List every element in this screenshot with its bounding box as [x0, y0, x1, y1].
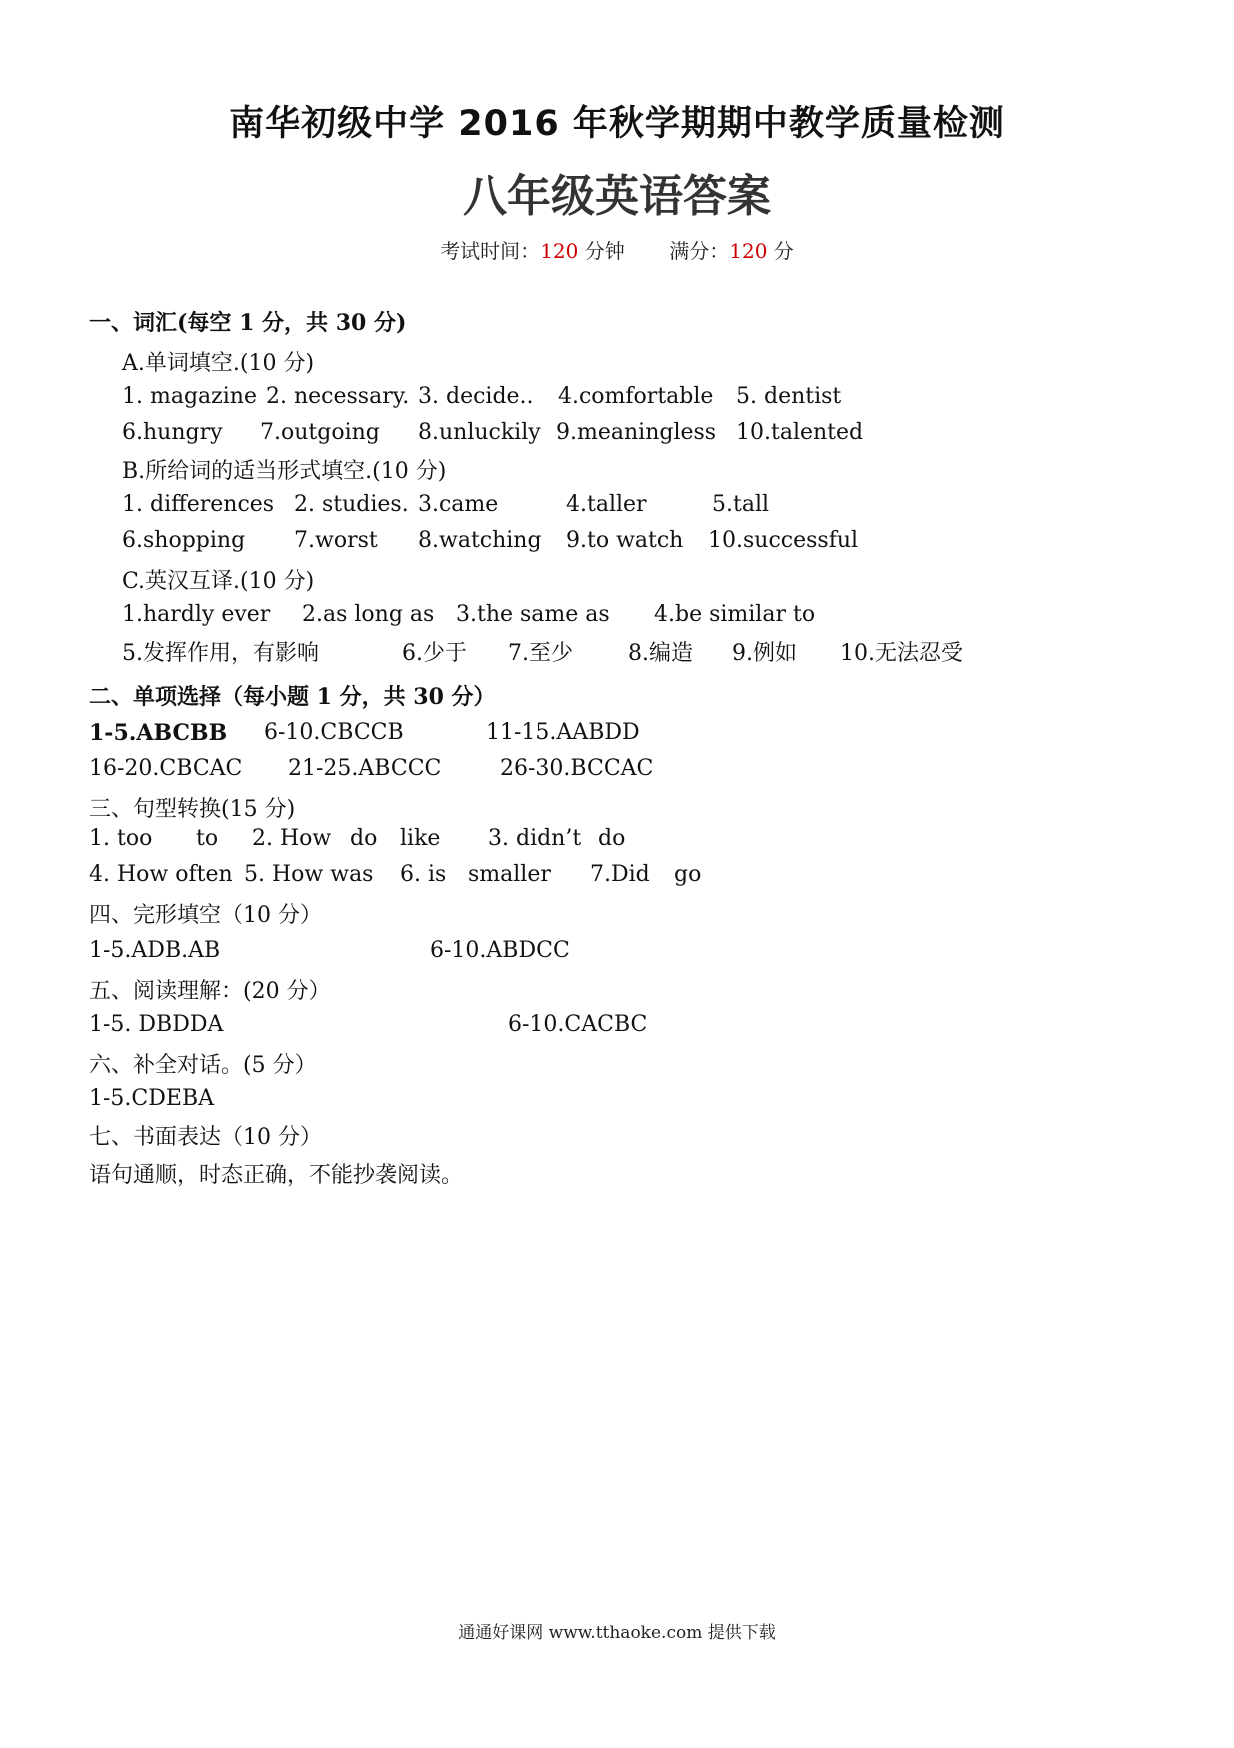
section-6-heading: 六、补全对话。(5 分）	[89, 1053, 317, 1078]
answer-cell: like	[400, 826, 441, 851]
answer-cell: 4.be similar to	[654, 602, 816, 627]
section-5-heading: 五、阅读理解：(20 分）	[89, 979, 331, 1004]
answer-cell: 5. How was	[244, 862, 374, 887]
answer-cell: 1. magazine	[122, 384, 257, 409]
answer-cell: 4. How often	[89, 862, 233, 887]
answer-cell: 1-5. DBDDA	[89, 1012, 224, 1037]
score-label: 满分：	[669, 239, 730, 263]
time-unit: 分钟	[578, 239, 625, 263]
answer-cell: do	[598, 826, 626, 851]
answer-cell: 8.unluckily	[418, 420, 541, 445]
answer-cell: to	[196, 826, 219, 851]
answer-cell: 4.taller	[566, 492, 647, 517]
answer-cell: 2. How	[252, 826, 332, 851]
score-value: 120	[729, 239, 768, 263]
answer-cell: 5. dentist	[736, 384, 842, 409]
answer-cell: 7.worst	[294, 528, 378, 553]
answer-cell: 5.tall	[712, 492, 770, 517]
answer-cell: 3. decide..	[418, 384, 534, 409]
section-1a-label: A.单词填空.(10 分)	[122, 351, 315, 376]
section-3-heading: 三、句型转换(15 分)	[89, 797, 296, 822]
answer-cell: 1-5.CDEBA	[89, 1086, 215, 1111]
answer-cell: 6-10.CACBC	[508, 1012, 648, 1037]
section-1b-label: B.所给词的适当形式填空.(10 分)	[122, 459, 447, 484]
answer-cell: 6.hungry	[122, 420, 223, 445]
answer-cell: 21-25.ABCCC	[288, 756, 442, 781]
answer-cell: 3.the same as	[456, 602, 610, 627]
answer-cell: 9.to watch	[566, 528, 684, 553]
score-unit: 分	[767, 239, 794, 263]
answer-cell: 26-30.BCCAC	[500, 756, 654, 781]
section-7-text: 语句通顺，时态正确，不能抄袭阅读。	[89, 1163, 464, 1188]
answer-cell: 9.例如	[732, 641, 797, 666]
answer-cell: 6.shopping	[122, 528, 246, 553]
answer-cell: 5.发挥作用，有影响	[122, 641, 319, 666]
answer-cell: 1-5.ADB.AB	[89, 938, 221, 963]
answer-cell: 11-15.AABDD	[486, 720, 640, 745]
answer-cell: do	[350, 826, 378, 851]
answer-cell: 2. necessary.	[266, 384, 410, 409]
footer-credit: 通通好课网 www.tthaoke.com 提供下载	[458, 1623, 776, 1643]
answer-cell: 1. too	[89, 826, 153, 851]
answer-cell: 6-10.CBCCB	[264, 720, 404, 745]
answer-cell: 10.talented	[736, 420, 864, 445]
answer-cell: 16-20.CBCAC	[89, 756, 243, 781]
page-subtitle: 八年级英语答案	[463, 171, 771, 222]
answer-cell: 7.Did	[590, 862, 650, 887]
time-value: 120	[540, 239, 579, 263]
section-4-heading: 四、完形填空（10 分）	[89, 903, 322, 928]
answer-cell: 6.少于	[402, 641, 467, 666]
answer-cell: 8.watching	[418, 528, 542, 553]
section-1-heading: 一、词汇(每空 1 分，共 30 分)	[89, 310, 407, 336]
answer-cell: go	[674, 862, 702, 887]
answer-cell: 3.came	[418, 492, 499, 517]
answer-cell: smaller	[468, 862, 551, 887]
answer-cell: 1. differences	[122, 492, 275, 517]
answer-cell: 2. studies.	[294, 492, 409, 517]
page-title: 南华初级中学 2016 年秋学期期中教学质量检测	[229, 104, 1005, 144]
section-1c-label: C.英汉互译.(10 分)	[122, 569, 315, 594]
answer-cell: 6-10.ABDCC	[430, 938, 570, 963]
section-2-heading: 二、单项选择（每小题 1 分，共 30 分）	[89, 684, 496, 710]
answer-cell: 7.至少	[508, 641, 573, 666]
section-7-heading: 七、书面表达（10 分）	[89, 1125, 322, 1150]
answer-cell: 2.as long as	[302, 602, 435, 627]
time-label: 考试时间：	[440, 239, 541, 263]
answer-cell: 9.meaningless	[556, 420, 717, 445]
answer-cell: 4.comfortable	[558, 384, 714, 409]
answer-cell: 8.编造	[628, 641, 693, 666]
answer-cell: 7.outgoing	[260, 420, 380, 445]
answer-cell: 10.successful	[708, 528, 859, 553]
answer-cell: 10.无法忍受	[840, 641, 963, 666]
answer-cell: 6. is	[400, 862, 447, 887]
answer-cell: 1.hardly ever	[122, 602, 271, 627]
exam-meta	[0, 235, 1234, 264]
answer-cell: 3. didn’t	[488, 826, 582, 851]
answer-cell: 1-5.ABCBB	[89, 720, 228, 746]
